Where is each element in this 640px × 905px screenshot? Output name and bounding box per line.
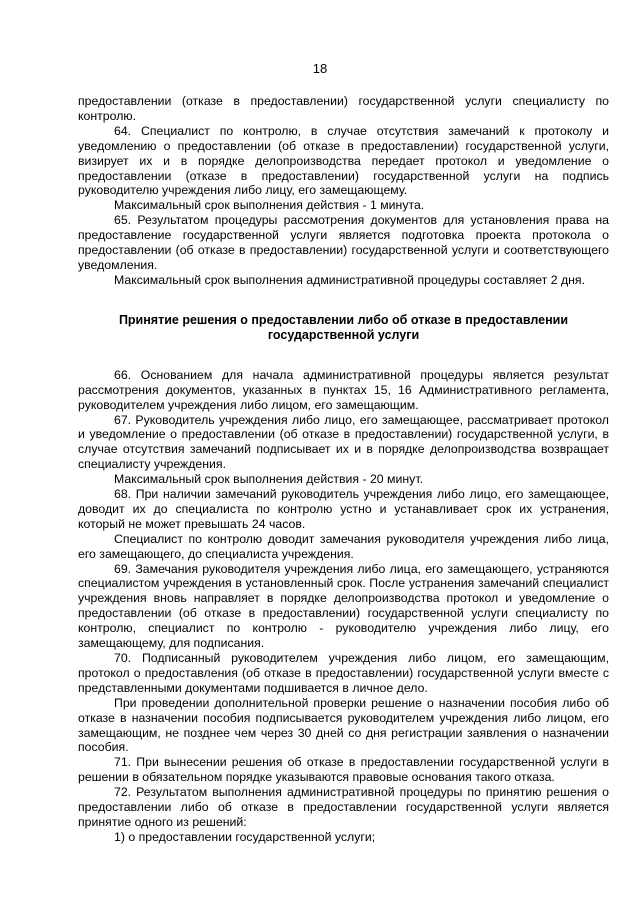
- paragraph: Максимальный срок выполнения действия - 1 минута.: [114, 198, 425, 213]
- paragraph: 72. Результатом выполнения административной процедуры по принятию решения о предоставлении либо об отказе в предоставлении государственной услуги является принятие одного из решений:: [78, 785, 609, 829]
- document-body: [78, 94, 609, 845]
- paragraph: 70. Подписанный руководителем учреждения либо лицом, его замещающим, протокол о предоставления (об отказе в предоставлении) государственной услуги вместе с представленными документами подшивается в личное дело.: [78, 651, 609, 695]
- paragraph: 71. При вынесении решения об отказе в предоставлении государственной услуги в решении в обязательном порядке указываются правовые основания такого отказа.: [78, 755, 609, 785]
- paragraph: 65. Результатом процедуры рассмотрения документов для установления права на предоставление государственной услуги является подготовка проекта протокола о предоставлении (об отказе в предоставлении) государственной услуги и соответствующего уведомления.: [78, 213, 609, 272]
- paragraph: 67. Руководитель учреждения либо лицо, его замещающее, рассматривает протокол и уведомление о предоставлении (об отказе в предоставлении) государственной услуги, в случае отсутствия замечаний подписывает их и в порядке делопроизводства возвращает специалисту учреждения.: [78, 412, 609, 472]
- section-heading: Принятие решения о предоставлении либо об отказе в предоставлении государственной услуги: [118, 312, 569, 343]
- page-number: 18: [312, 61, 328, 76]
- paragraph: Максимальный срок выполнения действия - 20 минут.: [114, 472, 424, 487]
- paragraph: При проведении дополнительной проверки решение о назначении пособия либо об отказе в назначении пособия подписывается руководителем учреждения либо лицом, его замещающим, не позднее чем через 30 дней со дня регистрации заявления о назначении пособия.: [78, 695, 609, 755]
- paragraph: 69. Замечания руководителя учреждения либо лица, его замещающего, устраняются специалистом учреждения в установленный срок. После устранения замечаний специалист учреждения вновь направляет в порядке делопроизводства протокол и уведомление о предоставлении (об отказе в предоставлении) государственной услуги специалисту по контролю, специалист по контролю - руководителю учреждения либо лицу, его замещающему, для подписания.: [78, 561, 609, 651]
- paragraph: 68. При наличии замечаний руководитель учреждения либо лицо, его замещающее, доводит их до специалиста по контролю устно и устанавливает срок их устранения, который не может превышать 24 часов.: [78, 487, 609, 531]
- paragraphs-after-heading: [78, 368, 609, 845]
- paragraph: 1) о предоставлении государственной услуги;: [114, 829, 376, 844]
- paragraph: 66. Основанием для начала административной процедуры является результат рассмотрения документов, указанных в пунктах 15, 16 Административного регламента, руководителем учреждения либо лицом, его замещающим.: [78, 367, 609, 412]
- paragraph: Максимальный срок выполнения административной процедуры составляет 2 дня.: [114, 272, 585, 287]
- paragraph: 64. Специалист по контролю, в случае отсутствия замечаний к протоколу и уведомлению о предоставлении (об отказе в предоставлении) государственной услуги, визирует их и в порядке делопроизводства передает протокол и уведомление о предоставлении (отказе в предоставлении) государственной услуги на подпись руководителю учреждения либо лицу, его замещающему.: [78, 123, 609, 198]
- paragraph: предоставлении (отказе в предоставлении) государственной услуги специалисту по контролю.: [78, 94, 609, 123]
- paragraph: Специалист по контролю доводит замечания руководителя учреждения либо лица, его замещающего, до специалиста учреждения.: [78, 531, 609, 561]
- paragraphs-before-heading: [78, 94, 609, 288]
